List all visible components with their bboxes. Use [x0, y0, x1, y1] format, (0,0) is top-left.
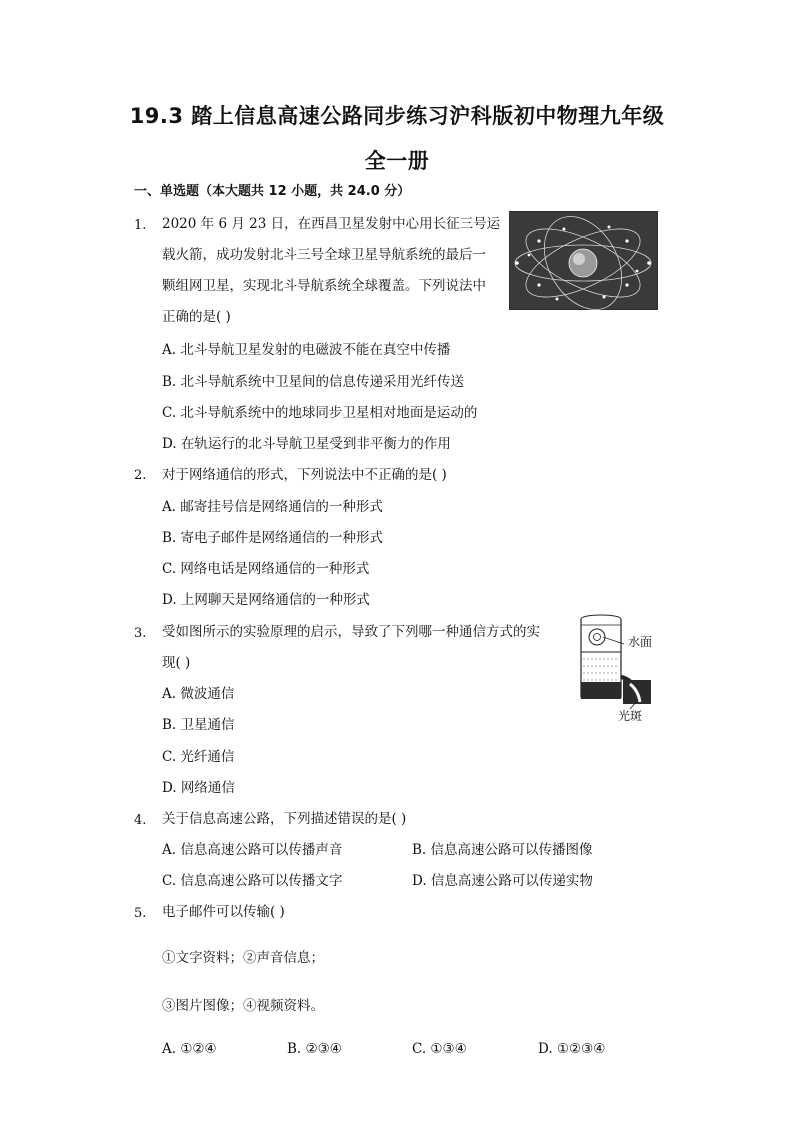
- water-inside-dark: [581, 682, 621, 699]
- option-c: C. 信息高速公路可以传播文字: [162, 873, 343, 889]
- water-stream-light-figure: [578, 612, 660, 722]
- question-number: 3.: [134, 626, 147, 641]
- question-stem: 载火箭，成功发射北斗三号全球卫星导航系统的最后一: [162, 247, 486, 263]
- question-stem: 电子邮件可以传输( ): [162, 904, 285, 920]
- doc-title: 19.3 踏上信息高速公路同步练习沪科版初中物理九年级: [129, 104, 665, 128]
- option-a: A. 微波通信: [162, 686, 235, 702]
- option-a: A. 北斗导航卫星发射的电磁波不能在真空中传播: [162, 342, 451, 358]
- question-item-list: ③图片图像；④视频资料。: [162, 998, 324, 1014]
- question-stem: 颗组网卫星，实现北斗导航系统全球覆盖。下列说法中: [162, 278, 486, 294]
- option-b: B. ②③④: [287, 1041, 342, 1057]
- option-d: D. 在轨运行的北斗导航卫星受到非平衡力的作用: [162, 436, 451, 452]
- option-a: A. 邮寄挂号信是网络通信的一种形式: [162, 499, 383, 515]
- option-b: B. 信息高速公路可以传播图像: [412, 842, 593, 858]
- question-stem: 关于信息高速公路，下列描述错误的是( ): [162, 811, 407, 827]
- question-stem: 2020 年 6 月 23 日，在西昌卫星发射中心用长征三号运: [162, 216, 501, 232]
- option-c: C. 光纤通信: [162, 749, 235, 765]
- option-b: B. 北斗导航系统中卫星间的信息传递采用光纤传送: [162, 374, 465, 390]
- doc-title-line2: 全一册: [364, 149, 430, 173]
- option-c: C. ①③④: [412, 1041, 467, 1057]
- question-stem: 对于网络通信的形式，下列说法中不正确的是( ): [162, 467, 447, 483]
- question-stem: 受如图所示的实验原理的启示，导致了下列哪一种通信方式的实: [162, 624, 540, 640]
- option-d: D. ①②③④: [538, 1041, 606, 1057]
- option-b: B. 卫星通信: [162, 717, 235, 733]
- option-c: C. 网络电话是网络通信的一种形式: [162, 561, 370, 577]
- option-b: B. 寄电子邮件是网络通信的一种形式: [162, 530, 384, 546]
- question-number: 4.: [134, 813, 147, 828]
- option-d: D. 上网聊天是网络通信的一种形式: [162, 592, 370, 608]
- label-water: 水面: [628, 635, 653, 649]
- option-d: D. 网络通信: [162, 780, 235, 796]
- label-spot: 光斑: [618, 709, 643, 722]
- option-c: C. 北斗导航系统中的地球同步卫星相对地面是运动的: [162, 405, 478, 421]
- section-heading: 一、单选题（本大题共 12 小题，共 24.0 分）: [134, 184, 411, 199]
- satellite-orbit-figure: [509, 211, 658, 310]
- option-a: A. ①②④: [162, 1041, 217, 1057]
- question-item-list: ①文字资料；②声音信息；: [162, 950, 324, 966]
- earth-highlight: [573, 253, 585, 265]
- question-stem: 现( ): [162, 655, 191, 671]
- question-stem: 正确的是( ): [162, 309, 231, 325]
- option-d: D. 信息高速公路可以传递实物: [412, 873, 593, 889]
- question-number: 1.: [134, 218, 147, 233]
- question-number: 5.: [134, 906, 147, 921]
- option-a: A. 信息高速公路可以传播声音: [162, 842, 343, 858]
- question-number: 2.: [134, 468, 147, 483]
